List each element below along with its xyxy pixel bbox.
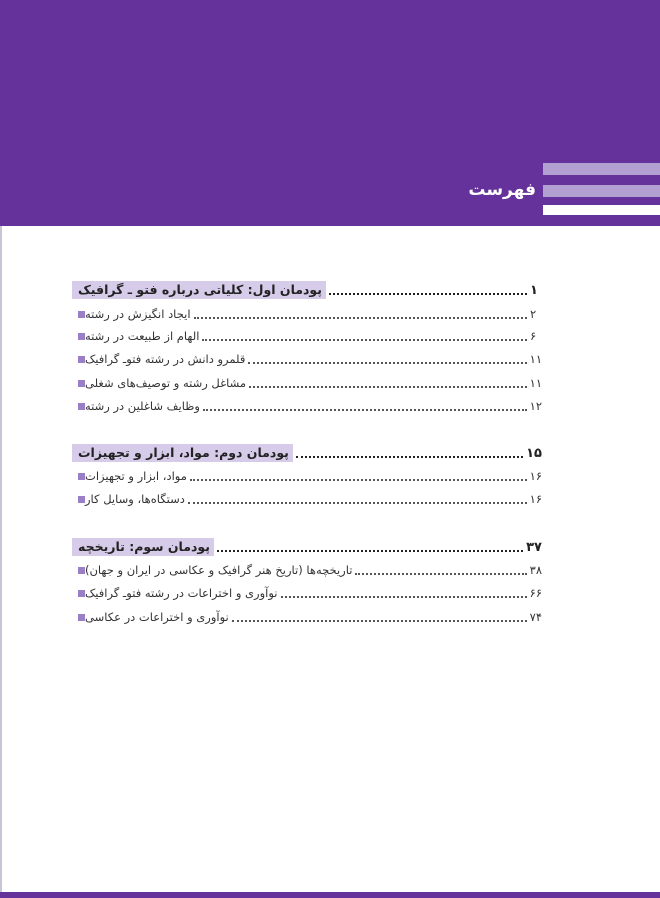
decorative-stripe [543, 205, 660, 215]
page-number: ۱۶ [529, 469, 542, 483]
toc-item[interactable] [72, 398, 542, 414]
page-number: ۱۱ [529, 376, 542, 390]
toc-item[interactable] [72, 491, 542, 507]
dot-leader [202, 338, 527, 341]
item-title: دستگاه‌ها، وسایل کار [85, 492, 185, 506]
toc-item[interactable] [72, 306, 542, 322]
dot-leader [355, 572, 526, 575]
toc-chapter-1[interactable] [72, 281, 542, 299]
page-number: ۱۱ [529, 352, 542, 366]
dot-leader [190, 478, 527, 481]
item-title: تاریخچه‌ها (تاریخ هنر گرافیک و عکاسی در ایران و جهان) [85, 563, 353, 577]
bullet-icon [78, 356, 85, 363]
item-title: وظایف شاغلین در رشته [85, 399, 200, 413]
page-number: ۷۴ [529, 610, 542, 624]
toc-item[interactable] [72, 351, 542, 367]
toc-item[interactable] [72, 609, 542, 625]
page-number: ۱۵ [526, 445, 542, 461]
toc-chapter-3[interactable] [72, 538, 542, 556]
item-title: ایجاد انگیزش در رشته [85, 307, 191, 321]
bullet-icon [78, 614, 85, 621]
dot-leader [188, 501, 527, 504]
toc-chapter-2[interactable] [72, 444, 542, 462]
bullet-icon [78, 311, 85, 318]
bullet-icon [78, 567, 85, 574]
chapter-title: پودمان اول: کلیاتی درباره فتو ـ گرافیک [72, 281, 326, 299]
bullet-icon [78, 380, 85, 387]
chapter-title: پودمان سوم: تاریخچه [72, 538, 214, 556]
dot-leader [194, 316, 527, 319]
page-number: ۳۸ [529, 563, 542, 577]
dot-leader [232, 619, 527, 622]
toc-item[interactable] [72, 328, 542, 344]
toc-item[interactable] [72, 585, 542, 601]
item-title: مشاغل رشته و توصیف‌های شغلی [85, 376, 247, 390]
toc-item[interactable] [72, 375, 542, 391]
page-number: ۶۶ [529, 586, 542, 600]
dot-leader [329, 292, 527, 295]
dot-leader [249, 385, 527, 388]
dot-leader [281, 595, 527, 598]
page-number: ۱۲ [529, 399, 542, 413]
page-number: ۶ [530, 329, 537, 343]
item-title: نوآوری و اختراعات در رشته فتوـ گرافیک [85, 586, 278, 600]
bullet-icon [78, 403, 85, 410]
page-title: فهرست [468, 180, 536, 200]
chapter-title: پودمان دوم: مواد، ابزار و تجهیزات [72, 444, 293, 462]
item-title: مواد، ابزار و تجهیزات [85, 469, 187, 483]
left-margin-rule [0, 226, 2, 892]
decorative-stripe [543, 163, 660, 175]
bullet-icon [78, 333, 85, 340]
page-number: ۱ [530, 282, 538, 298]
dot-leader [296, 455, 523, 458]
page-number: ۲ [530, 307, 537, 321]
bullet-icon [78, 590, 85, 597]
dot-leader [248, 361, 526, 364]
dot-leader [217, 549, 523, 552]
bullet-icon [78, 473, 85, 480]
item-title: قلمرو دانش در رشته فتوـ گرافیک [85, 352, 246, 366]
page-number: ۳۷ [526, 539, 542, 555]
item-title: الهام از طبیعت در رشته [85, 329, 200, 343]
toc-item[interactable] [72, 562, 542, 578]
decorative-stripe [543, 185, 660, 197]
toc-item[interactable] [72, 468, 542, 484]
dot-leader [203, 408, 527, 411]
item-title: نوآوری و اختراعات در عکاسی [85, 610, 229, 624]
bullet-icon [78, 496, 85, 503]
page-number: ۱۶ [529, 492, 542, 506]
footer-band [0, 892, 660, 898]
